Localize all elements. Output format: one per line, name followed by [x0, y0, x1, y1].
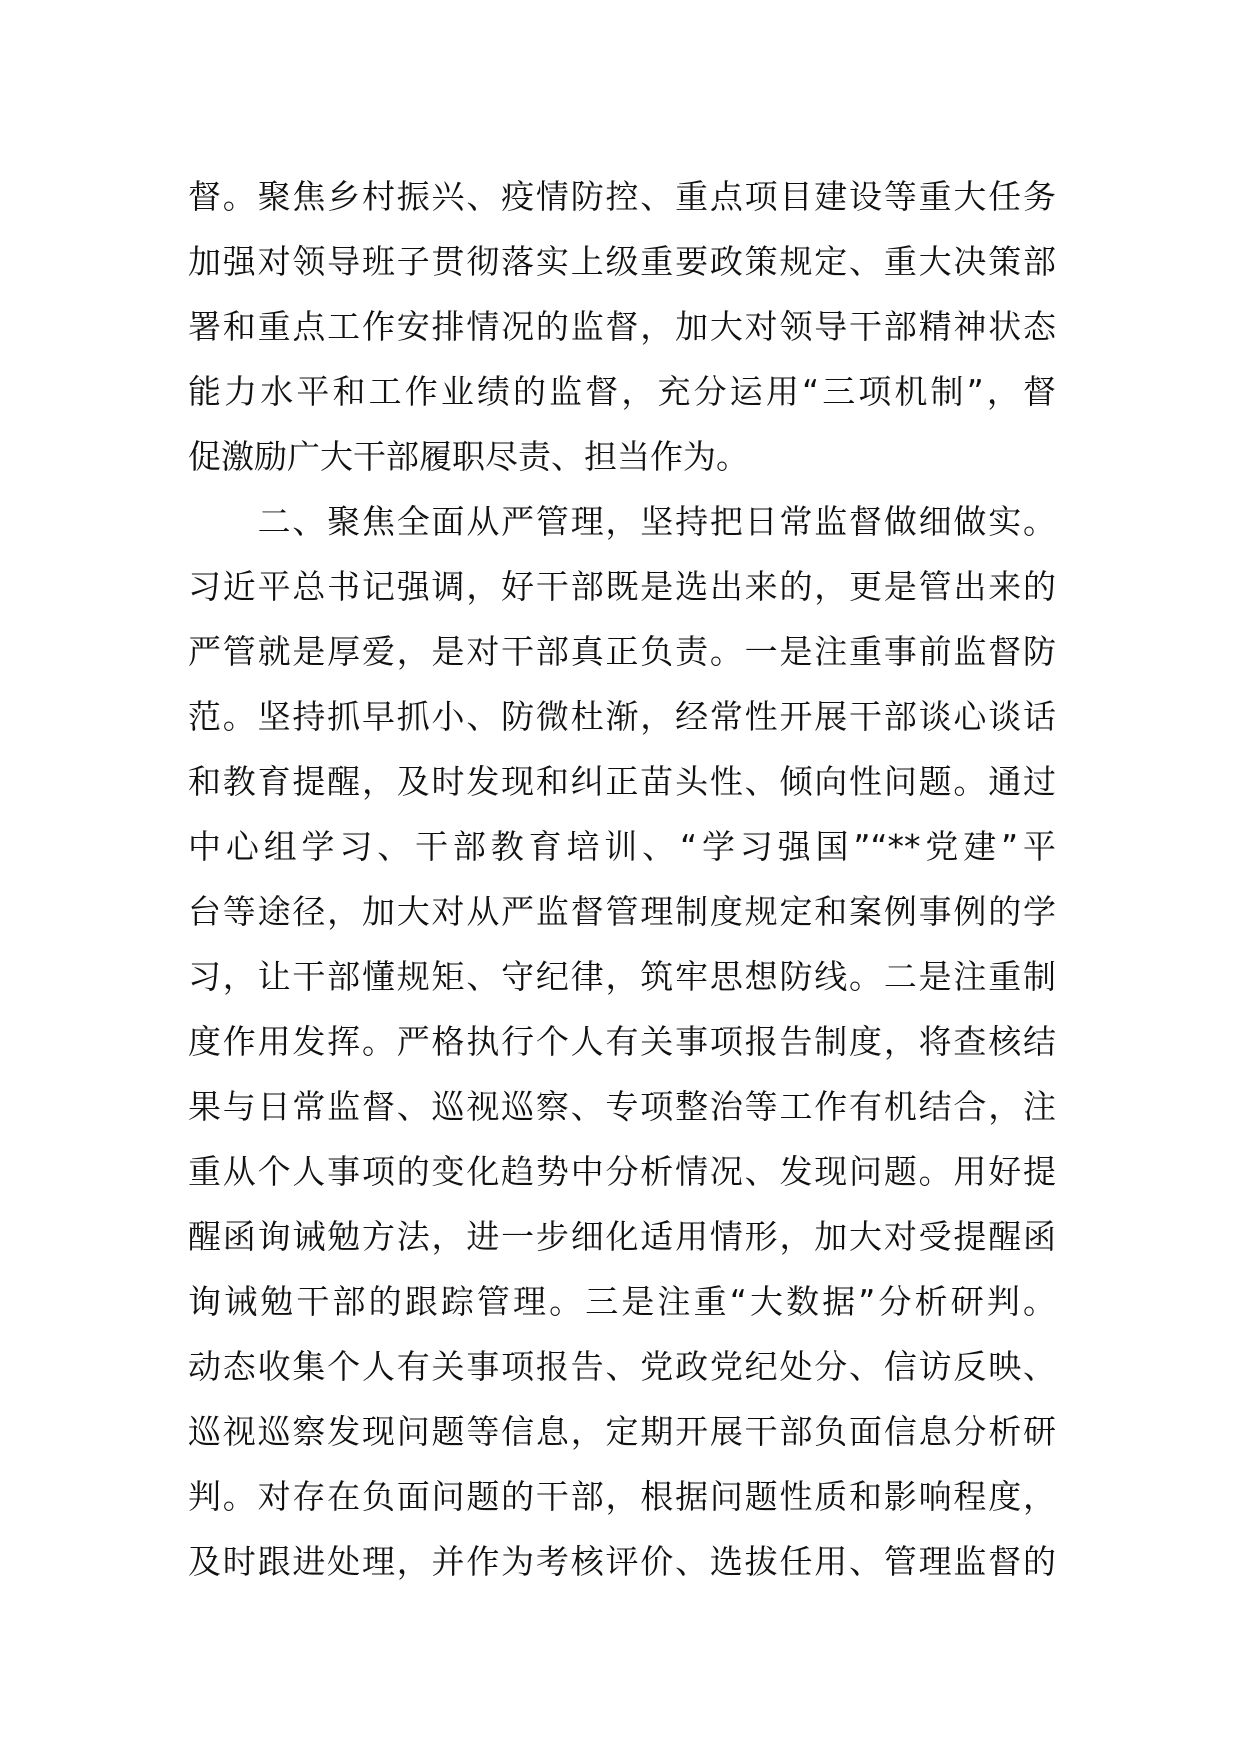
text-line: 习，让干部懂规矩、守纪律，筑牢思想防线。二是注重制 [188, 957, 1056, 996]
body-text [188, 164, 1056, 1594]
text-line: 及时跟进处理，并作为考核评价、选拔任用、管理监督的 [188, 1542, 1056, 1581]
text-line: 督。聚焦乡村振兴、疫情防控、重点项目建设等重大任务 [188, 177, 1056, 216]
text-line: 台等途径，加大对从严监督管理制度规定和案例事例的学 [188, 892, 1056, 931]
text-line: 署和重点工作安排情况的监督，加大对领导干部精神状态 [188, 307, 1056, 346]
section-heading-line: 二、聚焦全面从严管理，坚持把日常监督做细做实。 [188, 502, 1056, 541]
text-line: 重从个人事项的变化趋势中分析情况、发现问题。用好提 [188, 1152, 1056, 1191]
text-line: 加强对领导班子贯彻落实上级重要政策规定、重大决策部 [188, 242, 1056, 281]
text-line: 中心组学习、干部教育培训、“学习强国”“**党建”平 [188, 827, 1056, 866]
text-line: 醒函询诫勉方法，进一步细化适用情形，加大对受提醒函 [188, 1217, 1056, 1256]
text-line: 果与日常监督、巡视巡察、专项整治等工作有机结合，注 [188, 1087, 1056, 1126]
text-line: 习近平总书记强调，好干部既是选出来的，更是管出来的 [188, 567, 1056, 606]
text-line: 判。对存在负面问题的干部，根据问题性质和影响程度， [188, 1477, 1056, 1516]
paragraph-end-line: 促激励广大干部履职尽责、担当作为。 [188, 437, 749, 476]
text-line: 询诫勉干部的跟踪管理。三是注重“大数据”分析研判。 [188, 1282, 1056, 1321]
text-line: 范。坚持抓早抓小、防微杜渐，经常性开展干部谈心谈话 [188, 697, 1056, 736]
text-line: 能力水平和工作业绩的监督，充分运用“三项机制”，督 [188, 372, 1056, 411]
text-line: 动态收集个人有关事项报告、党政党纪处分、信访反映、 [188, 1347, 1056, 1386]
text-line: 巡视巡察发现问题等信息，定期开展干部负面信息分析研 [188, 1412, 1056, 1451]
text-line: 和教育提醒，及时发现和纠正苗头性、倾向性问题。通过 [188, 762, 1056, 801]
text-line: 度作用发挥。严格执行个人有关事项报告制度，将查核结 [188, 1022, 1056, 1061]
text-line: 严管就是厚爱，是对干部真正负责。一是注重事前监督防 [188, 632, 1056, 671]
